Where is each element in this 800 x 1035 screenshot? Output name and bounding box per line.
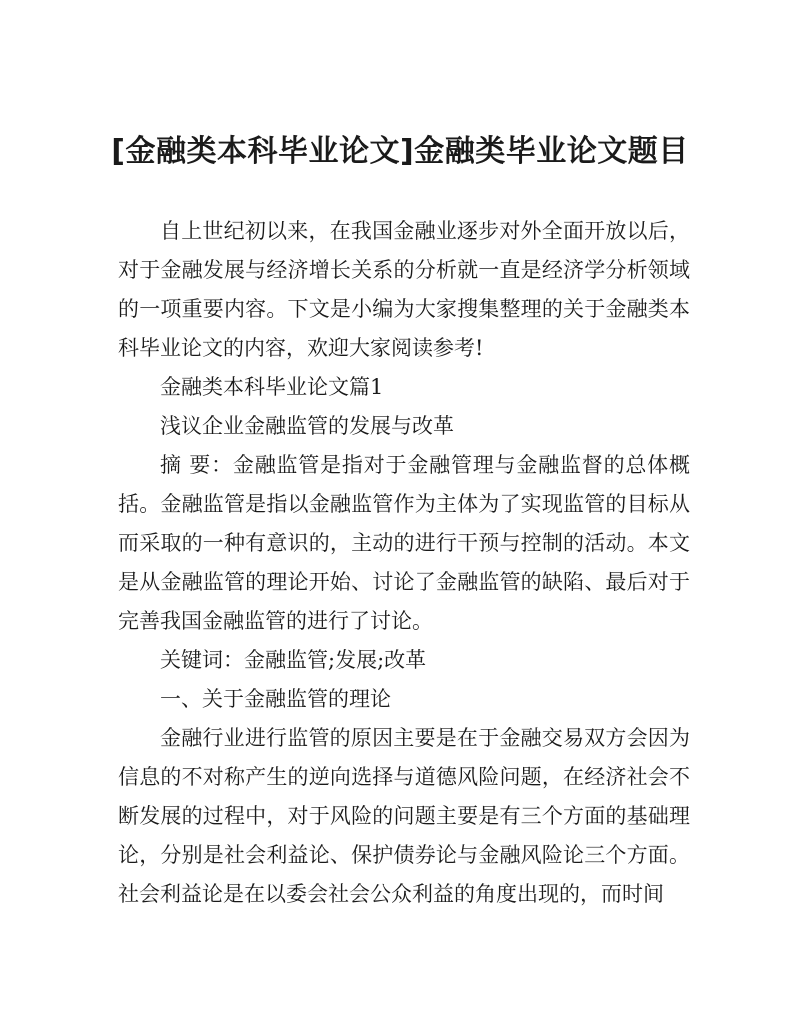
paragraph-subheading: 一、关于金融监管的理论 xyxy=(160,687,391,711)
paragraph-body: 金融行业进行监管的原因主要是在于金融交易双方会因为信息的不对称产生的逆向选择与道德风险问题，在经济社会不断发展的过程中，对于风险的问题主要是有三个方面的基础理论，分别是社会利益论、保护债券论与金融风险论三个方面。社会利益论是在以委会社会公众利益的角度出现的，而时间 xyxy=(118,726,690,906)
document-body xyxy=(118,212,690,914)
paragraph-keywords: 关键词：金融监管;发展;改革 xyxy=(160,648,427,672)
paragraph-intro: 自上世纪初以来，在我国金融业逐步对外全面开放以后，对于金融发展与经济增长关系的分析就一直是经济学分析领域的一项重要内容。下文是小编为大家搜集整理的关于金融类本科毕业论文的内容，欢迎大家阅读参考! xyxy=(118,219,690,360)
paragraph-article-title: 浅议企业金融监管的发展与改革 xyxy=(160,414,454,438)
paragraph-abstract: 摘 要：金融监管是指对于金融管理与金融监督的总体概括。金融监管是指以金融监管作为主体为了实现监管的目标从而采取的一种有意识的，主动的进行干预与控制的活动。本文是从金融监管的理论开始、讨论了金融监管的缺陷、最后对于完善我国金融监管的进行了讨论。 xyxy=(118,453,690,633)
paragraph-section-heading: 金融类本科毕业论文篇1 xyxy=(160,375,384,399)
document-title: [金融类本科毕业论文]金融类毕业论文题目 xyxy=(111,134,689,169)
